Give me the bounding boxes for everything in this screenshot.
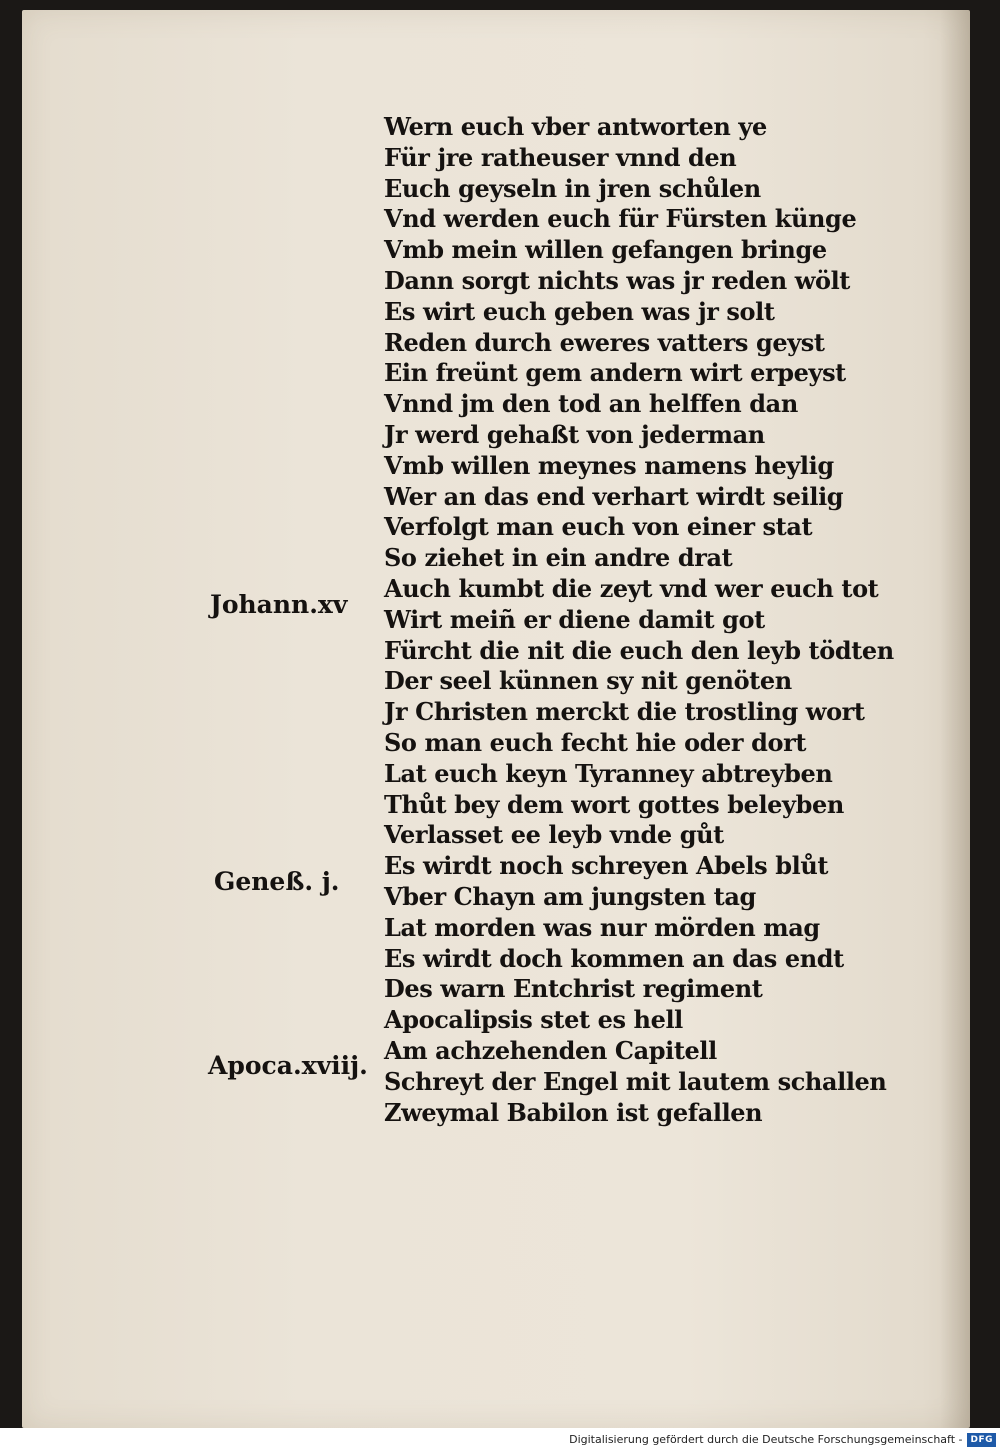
verse-line: Apocalipsis stet es hell xyxy=(384,1005,683,1035)
verse-line: Thůt bey dem wort gottes beleyben xyxy=(384,789,844,819)
verse-line: Fürcht die nit die euch den leyb tödten xyxy=(384,635,894,665)
verse-line: Jr werd gehaßt von jederman xyxy=(384,419,765,449)
verse-line: Vmb willen meynes namens heylig xyxy=(384,450,834,480)
verse-line: Euch geyseln in jren schůlen xyxy=(384,173,761,203)
verse-line: Auch kumbt die zeyt vnd wer euch tot xyxy=(384,573,879,603)
verse-line: Des warn Entchrist regiment xyxy=(384,974,763,1004)
margin-note-genesis: Geneß. j. xyxy=(214,867,340,896)
verse-line: Vnnd jm den tod an helffen dan xyxy=(384,389,798,419)
verse-line: Ein freünt gem andern wirt erpeyst xyxy=(384,358,846,388)
verse-list xyxy=(384,112,894,1128)
verse-line: Wirt meiñ er diene damit got xyxy=(384,604,765,634)
verse-line: Schreyt der Engel mit lautem schallen xyxy=(384,1066,887,1096)
verse-line: Lat euch keyn Tyranney abtreyben xyxy=(384,758,833,788)
verse-line: Verlasset ee leyb vnde gůt xyxy=(384,820,724,850)
footer-bar xyxy=(0,1428,1000,1451)
verse-line: Wern euch vber antworten ye xyxy=(384,112,767,141)
margin-note-johann: Johann.xv xyxy=(210,590,348,619)
verse-line: Es wirdt noch schreyen Abels blůt xyxy=(384,851,829,881)
verse-line: Verfolgt man euch von einer stat xyxy=(384,512,813,542)
verse-line: Wer an das end verhart wirdt seilig xyxy=(384,481,844,511)
verse-line: Es wirt euch geben was jr solt xyxy=(384,296,775,326)
verse-line: Vber Chayn am jungsten tag xyxy=(384,881,756,911)
verse-line: Reden durch eweres vatters geyst xyxy=(384,327,825,357)
verse-line: So ziehet in ein andre drat xyxy=(384,543,733,573)
dfg-logo-icon: DFG xyxy=(967,1433,996,1447)
margin-note-apocalypse: Apoca.xviij. xyxy=(208,1051,368,1080)
verse-line: Es wirdt doch kommen an das endt xyxy=(384,943,844,973)
verse-line: Jr Christen merckt die trostling wort xyxy=(384,697,865,727)
verse-line: Lat morden was nur mörden mag xyxy=(384,912,820,942)
verse-line: Vnd werden euch für Fürsten künge xyxy=(384,204,857,234)
verse-line: Für jre ratheuser vnnd den xyxy=(384,142,737,172)
verse-line: Dann sorgt nichts was jr reden wölt xyxy=(384,265,850,295)
verse-line: So man euch fecht hie oder dort xyxy=(384,727,807,757)
verse-line: Vmb mein willen gefangen bringe xyxy=(384,235,827,265)
verse-line: Zweymal Babilon ist gefallen xyxy=(384,1097,763,1127)
verse-line: Am achzehenden Capitell xyxy=(384,1035,717,1065)
footer-credit: Digitalisierung gefördert durch die Deutsche Forschungsgemeinschaft - xyxy=(569,1433,963,1446)
verse-line: Der seel künnen sy nit genöten xyxy=(384,666,792,696)
page-edge-shadow xyxy=(940,10,970,1428)
